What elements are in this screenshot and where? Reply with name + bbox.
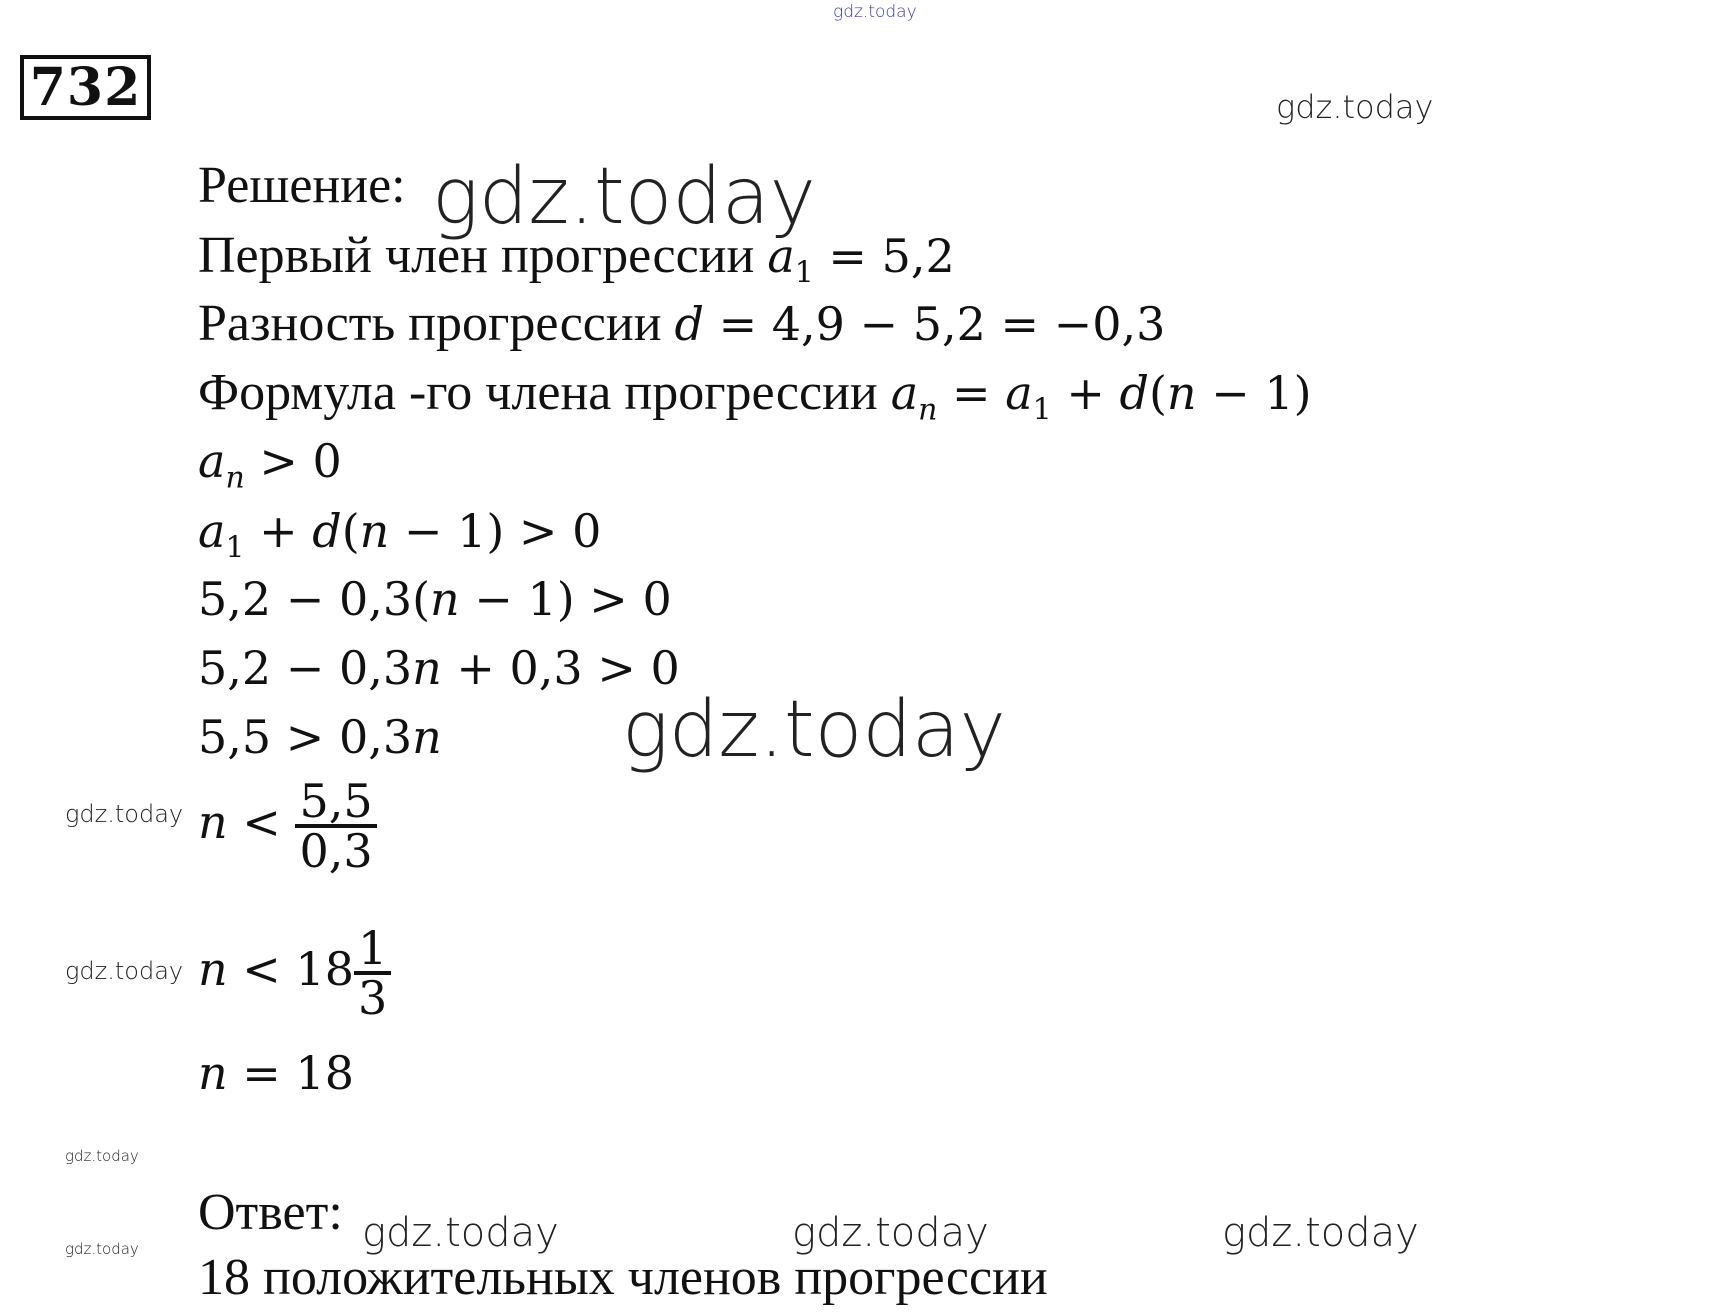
- line-numeric-substitution: [198, 572, 672, 626]
- var-n: n: [430, 572, 460, 626]
- watermark-large-1: gdz.today: [432, 152, 816, 242]
- result-value: = 18: [227, 1046, 354, 1100]
- var-n: n: [412, 710, 442, 764]
- var-d: d: [1119, 366, 1149, 420]
- fraction: [354, 921, 391, 1025]
- watermark-left-3: gdz.today: [65, 1147, 139, 1165]
- watermark-top: gdz.today: [833, 2, 917, 22]
- numerator: 5,5: [295, 778, 376, 828]
- difference-label: Разность прогрессии: [198, 295, 675, 352]
- answer-text: 18 положительных членов прогрессии: [198, 1249, 1048, 1306]
- expr-part: 5,5 > 0,3: [198, 710, 413, 764]
- watermark-bottom-1: gdz.today: [362, 1210, 559, 1256]
- equals: =: [937, 366, 1006, 420]
- expr-part: − 1) > 0: [459, 572, 672, 626]
- var-d: d: [312, 504, 342, 558]
- watermark-left-4: gdz.today: [65, 1240, 139, 1258]
- watermark-bottom-2: gdz.today: [792, 1210, 989, 1256]
- line-nth-term-formula: [198, 364, 1312, 428]
- formula-tail: − 1): [1196, 366, 1312, 420]
- subscript: 1: [1032, 392, 1052, 428]
- line-n-less-fraction: [198, 774, 377, 878]
- line-n-less-mixed: [198, 921, 391, 1025]
- solution-heading: Решение:: [198, 157, 406, 214]
- subscript: 1: [794, 255, 814, 291]
- expr-part: + 0,3 > 0: [441, 641, 680, 695]
- first-term-value: = 5,2: [813, 229, 955, 283]
- watermark-large-2: gdz.today: [622, 685, 1006, 775]
- var-n: n: [198, 942, 228, 996]
- line-difference: [198, 295, 1166, 352]
- line-first-term: [198, 227, 955, 291]
- var-n: n: [359, 504, 390, 558]
- subscript: 1: [225, 530, 245, 566]
- line-expanded: [198, 641, 680, 695]
- formula-label: Формула -го члена прогрессии: [198, 364, 891, 421]
- inequality-tail: − 1) > 0: [389, 504, 602, 558]
- less-than: <: [227, 795, 296, 849]
- problem-number: 732: [29, 57, 142, 118]
- line-n-equals: [198, 1046, 354, 1100]
- line-an-positive: [198, 434, 342, 496]
- numerator: 1: [354, 925, 391, 975]
- first-term-label: Первый член прогрессии: [198, 227, 768, 284]
- var-a: a: [890, 366, 919, 420]
- denominator: 0,3: [299, 824, 373, 878]
- var-a: a: [1005, 366, 1033, 420]
- expr-part: 5,2 − 0,3: [198, 641, 413, 695]
- paren: (: [1148, 366, 1167, 420]
- denominator: 3: [357, 971, 388, 1025]
- line-substituted-formula: [198, 504, 602, 566]
- difference-value: = 4,9 − 5,2 = −0,3: [703, 297, 1166, 351]
- var-d: d: [674, 297, 704, 351]
- fraction: [295, 774, 376, 878]
- plus: +: [1051, 366, 1120, 420]
- watermark-top-right: gdz.today: [1276, 88, 1434, 126]
- expr-part: 5,2 − 0,3(: [198, 572, 431, 626]
- answer-heading: Ответ:: [198, 1184, 343, 1241]
- paren: (: [341, 504, 360, 558]
- watermark-bottom-3: gdz.today: [1222, 1210, 1419, 1256]
- var-a: a: [767, 229, 795, 283]
- subscript: n: [918, 392, 938, 428]
- var-n: n: [412, 641, 442, 695]
- watermark-left-1: gdz.today: [65, 800, 184, 828]
- var-a: a: [198, 434, 226, 488]
- problem-number-box: [20, 55, 151, 120]
- line-simplified: [198, 710, 442, 764]
- var-n: n: [1166, 366, 1197, 420]
- watermark-left-2: gdz.today: [65, 957, 184, 985]
- less-than-whole: < 18: [227, 942, 354, 996]
- plus: +: [244, 504, 313, 558]
- var-a: a: [198, 504, 226, 558]
- inequality-tail: > 0: [244, 434, 342, 488]
- var-n: n: [198, 795, 228, 849]
- subscript: n: [225, 460, 245, 496]
- var-n: n: [198, 1046, 228, 1100]
